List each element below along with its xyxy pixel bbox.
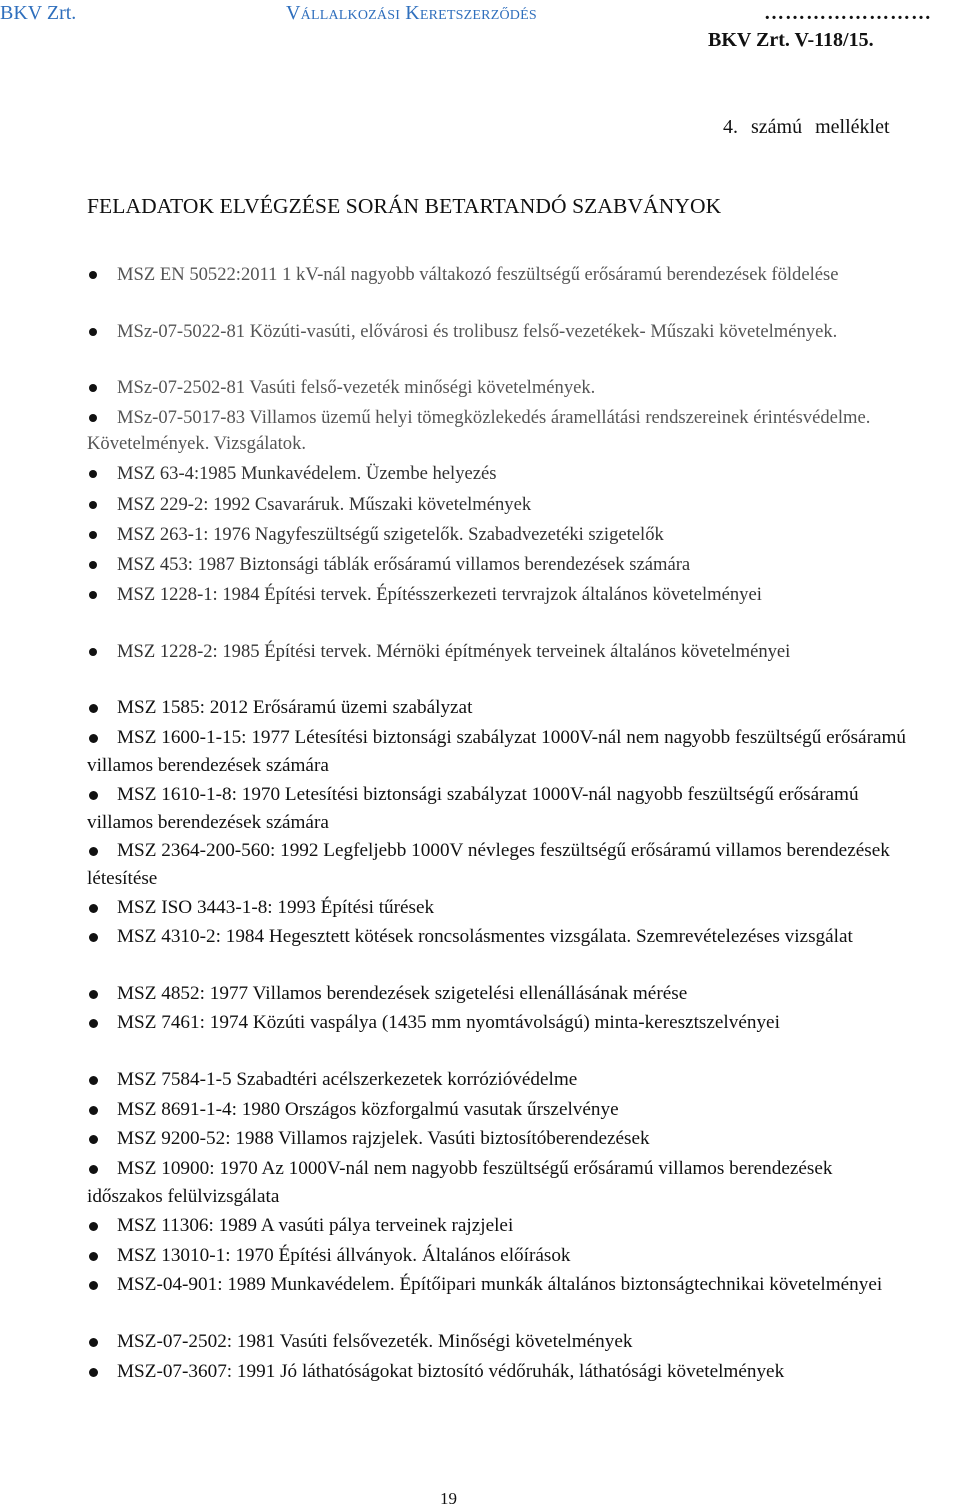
header-dots: …………………… [764, 2, 932, 24]
standard-text: MSZ 2364-200-560: 1992 Legfeljebb 1000V névleges feszültségű erősáramú villamos berendezések létesítése [87, 840, 890, 889]
bullet-icon [89, 470, 97, 478]
standard-item [87, 522, 907, 548]
bullet-icon [89, 591, 97, 599]
standard-item [87, 1125, 907, 1153]
standard-item [87, 980, 907, 1008]
bullet-icon [89, 1281, 98, 1290]
bullet-icon [89, 501, 97, 509]
standard-text: MSZ 10900: 1970 Az 1000V-nál nem nagyobb feszültségű erősáramú villamos berendezések időszakos felülvizsgálata [87, 1158, 833, 1207]
standard-item [87, 375, 907, 401]
standard-text: MSZ 1610-1-8: 1970 Letesítési biztonsági szabályzat 1000V-nál nagyobb feszültségű erősáramú villamos berendezések számára [87, 784, 859, 833]
bullet-icon [89, 1019, 98, 1028]
standard-item [87, 639, 907, 665]
header-document-title: Vállalkozási Keretszerződés [286, 2, 537, 24]
standard-item [87, 1242, 907, 1270]
standard-text: MSZ 9200-52: 1988 Villamos rajzjelek. Vasúti biztosítóberendezések [117, 1128, 650, 1149]
standard-text: MSZ-07-2502: 1981 Vasúti felsővezeték. Minőségi követelmények [117, 1331, 633, 1352]
page-number: 19 [440, 1489, 457, 1508]
bullet-icon [89, 1135, 98, 1144]
bullet-icon [89, 847, 98, 856]
standard-item [87, 492, 907, 518]
standard-text: MSZ 1585: 2012 Erősáramú üzemi szabályzat [117, 697, 473, 718]
standard-text: MSZ-04-901: 1989 Munkavédelem. Építőipari munkák általános biztonságtechnikai követelményei [117, 1274, 883, 1295]
header-company: BKV Zrt. [0, 2, 77, 24]
standard-text: MSZ EN 50522:2011 1 kV-nál nagyobb váltakozó feszültségű erősáramú berendezések földelése [117, 264, 839, 285]
standard-item [87, 1271, 907, 1299]
header-contract-ref: BKV Zrt. V-118/15. [708, 29, 874, 51]
standard-item [87, 1009, 907, 1037]
standard-item [87, 837, 907, 893]
standard-text: MSZ 453: 1987 Biztonsági táblák erősáramú villamos berendezések számára [117, 554, 691, 575]
standard-item [87, 724, 907, 780]
standard-text: MSZ-07-3607: 1991 Jó láthatóságokat biztosító védőruhák, láthatósági követelmények [117, 1361, 785, 1382]
bullet-icon [89, 271, 97, 279]
bullet-icon [89, 1368, 98, 1377]
standard-item [87, 894, 907, 922]
bullet-icon [89, 531, 97, 539]
standard-text: MSZ 1600-1-15: 1977 Létesítési biztonsági szabályzat 1000V-nál nem nagyobb feszültségű erősáramú villamos berendezések számára [87, 727, 906, 776]
standard-item [87, 781, 907, 837]
bullet-icon [89, 1338, 98, 1347]
bullet-icon [89, 704, 98, 713]
standard-item [87, 319, 907, 345]
standard-text: MSZ 4852: 1977 Villamos berendezések szigetelési ellenállásának mérése [117, 983, 688, 1004]
standard-item [87, 552, 907, 578]
standard-text: MSZ 7461: 1974 Közúti vaspálya (1435 mm nyomtávolságú) minta-keresztszelvényei [117, 1012, 780, 1033]
standard-item [87, 461, 907, 487]
standard-text: MSZ ISO 3443-1-8: 1993 Építési tűrések [117, 897, 435, 918]
standard-text: MSZ 13010-1: 1970 Építési állványok. Általános előírások [117, 1245, 571, 1266]
bullet-icon [89, 561, 97, 569]
standard-item [87, 1212, 907, 1240]
standard-item [87, 1328, 907, 1356]
standard-item [87, 694, 907, 722]
bullet-icon [89, 1252, 98, 1261]
page-title: FELADATOK ELVÉGZÉSE SORÁN BETARTANDÓ SZABVÁNYOK [87, 194, 722, 218]
standard-text: MSz-07-5017-83 Villamos üzemű helyi tömegközlekedés áramellátási rendszereinek érintésvédelme. Követelmények. Vizsgálatok. [87, 407, 871, 454]
standard-text: MSZ 1228-1: 1984 Építési tervek. Építésszerkezeti tervrajzok általános követelményei [117, 584, 762, 605]
standard-item [87, 262, 907, 288]
standard-item [87, 405, 907, 457]
standard-text: MSZ 263-1: 1976 Nagyfeszültségű szigetelők. Szabadvezetéki szigetelők [117, 524, 664, 545]
standard-text: MSZ 11306: 1989 A vasúti pálya terveinek rajzjelei [117, 1215, 514, 1236]
standard-text: MSZ 1228-2: 1985 Építési tervek. Mérnöki építmények terveinek általános követelményei [117, 641, 791, 662]
standard-item [87, 923, 907, 951]
bullet-icon [89, 1076, 98, 1085]
standard-item [87, 582, 907, 608]
standard-text: MSZ 63-4:1985 Munkavédelem. Üzembe helyezés [117, 463, 497, 484]
standard-item [87, 1096, 907, 1124]
standard-text: MSZ 7584-1-5 Szabadtéri acélszerkezetek korrózióvédelme [117, 1069, 578, 1090]
standard-text: MSz-07-2502-81 Vasúti felső-vezeték minőségi követelmények. [117, 377, 596, 398]
bullet-icon [89, 648, 97, 656]
bullet-icon [89, 1222, 98, 1231]
bullet-icon [89, 1106, 98, 1115]
standard-text: MSZ 4310-2: 1984 Hegesztett kötések roncsolásmentes vizsgálata. Szemrevételezéses vizsgálat [117, 926, 853, 947]
bullet-icon [89, 328, 97, 336]
bullet-icon [89, 414, 97, 422]
bullet-icon [89, 791, 98, 800]
bullet-icon [89, 933, 98, 942]
bullet-icon [89, 384, 97, 392]
standard-item [87, 1066, 907, 1094]
bullet-icon [89, 1165, 98, 1174]
standard-text: MSZ 8691-1-4: 1980 Országos közforgalmú vasutak űrszelvénye [117, 1099, 619, 1120]
standard-text: MSZ 229-2: 1992 Csavaráruk. Műszaki követelmények [117, 494, 532, 515]
standard-item [87, 1358, 907, 1386]
bullet-icon [89, 990, 98, 999]
annex-label: 4. számú melléklet [723, 116, 890, 138]
bullet-icon [89, 904, 98, 913]
standard-text: MSz-07-5022-81 Közúti-vasúti, elővárosi és trolibusz felső-vezetékek- Műszaki követelmények. [117, 321, 838, 342]
standard-item [87, 1155, 907, 1211]
bullet-icon [89, 734, 98, 743]
